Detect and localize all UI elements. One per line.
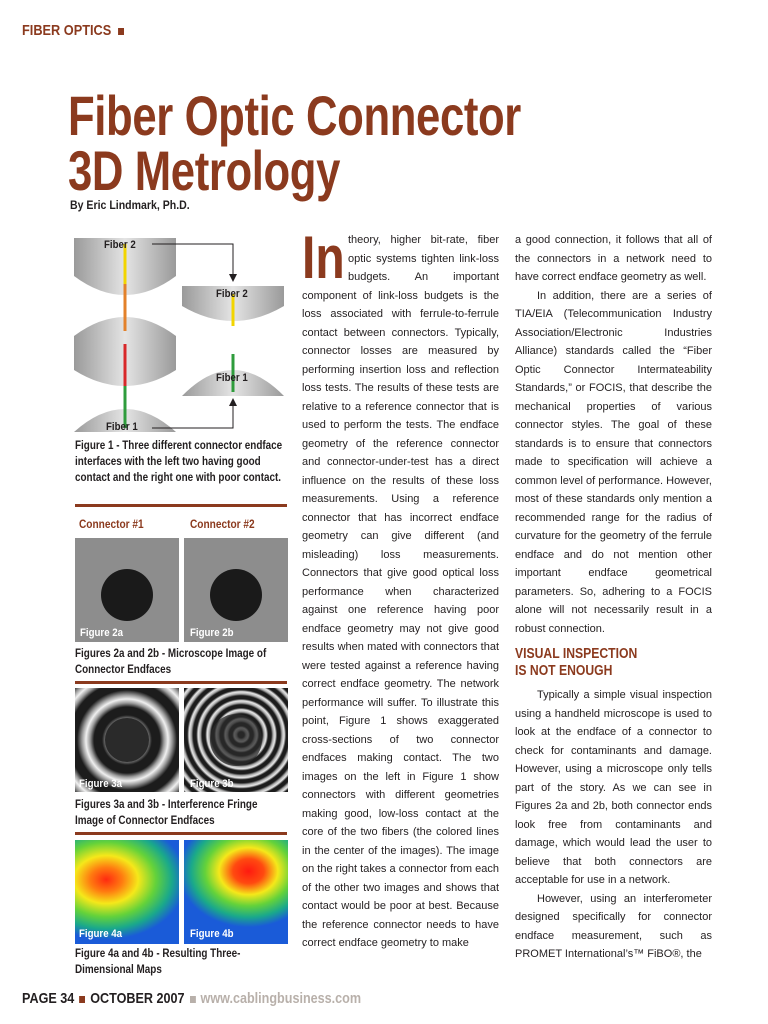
section-tag-label: FIBER OPTICS xyxy=(22,22,112,39)
figure-2b-image xyxy=(184,538,288,642)
figure-3a-image xyxy=(75,688,179,792)
fringe-center xyxy=(210,714,262,766)
body-paragraph: a good connection, it follows that all of the connectors in a network need to have correct endface geometry as well. xyxy=(515,234,712,283)
endface-core xyxy=(210,569,262,621)
footer-square-icon xyxy=(190,996,196,1003)
drop-cap: In xyxy=(302,224,345,291)
footer-url-link[interactable]: www.cablingbusiness.com xyxy=(200,990,362,1007)
figure-2-caption: Figures 2a and 2b - Microscope Image of Connector Endfaces xyxy=(75,648,267,676)
figure-2a-label: Figure 2a xyxy=(80,627,124,639)
subhead-line-1: VISUAL INSPECTION xyxy=(515,646,638,662)
body-column-2 xyxy=(515,231,712,964)
footer-square-icon xyxy=(79,996,85,1003)
section-subhead xyxy=(515,646,680,680)
divider-rule xyxy=(75,681,287,684)
body-paragraph: In addition, there are a series of TIA/EIA (Telecommunication Industry Association/Electronic Industries Alliance) standards called the “Fiber Optic Connector Intermateability Standards,” or FOCIS, that describe the mechanical properties of various connector styles. The goal of these standards is to ensure that connectors made to specification will achieve a common level of performance. However, most of these standards only mention a recommended range for the radius of curvature for the geometry of the ferrule endface and do not mention other important endface geometrical parameters. So, adhering to a FOCIS alone will not necessarily result in a robust connection. xyxy=(515,289,712,635)
figure-4b-image xyxy=(184,840,288,944)
article-title-line-2: 3D Metrology xyxy=(68,139,340,202)
article-title-line-1: Fiber Optic Connector xyxy=(68,84,521,147)
fiber-2-label-left: Fiber 2 xyxy=(104,239,136,251)
figure-4a-image xyxy=(75,840,179,944)
figure-3b-image xyxy=(184,688,288,792)
page-footer xyxy=(22,990,361,1007)
fringe-center xyxy=(105,718,149,762)
connector-1-label: Connector #1 xyxy=(79,519,144,531)
divider-rule xyxy=(75,504,287,507)
figure-1-caption: Figure 1 - Three different connector endface interfaces with the left two having good contact and the right one with poor contact. xyxy=(75,440,283,484)
figure-2b-label: Figure 2b xyxy=(190,627,234,639)
body-column-1 xyxy=(302,224,499,953)
body-paragraph: theory, higher bit-rate, fiber optic systems tighten link-loss budgets. An important component of link-loss budgets is the loss associated with ferrule-to-ferrule contact between connectors. Typically, connector losses are measured by performing insertion loss and reflection loss tests. The results of these tests are relative to a reference connector that is used to perform the tests. The endface geometry of the reference connector and connector-under-test has a direct influence on the results of these loss measurements. Using a reference connector that has incorrect endface geometry can give different (and misleading) loss measurements. Connectors that give good optical loss performance when characterized against one reference having poor endface geometry may not give good results when mated with connectors that were tested against a reference having correct endface geometry. The network performance will suffer. To illustrate this point, Figure 1 shows exaggerated cross-sections of two connector endfaces making contact. The two images on the left in Figure 1 show connectors with different geometries making good, low-loss contact at the core of the two fibers (the colored lines in the center of the images). The image on the right takes a connector from each of the other two images and shows that contact would be poor at best. Because the reference connector needs to have correct endface geometry to make xyxy=(302,234,499,949)
subhead-line-2: IS NOT ENOUGH xyxy=(515,663,613,679)
figure-1-diagram xyxy=(72,236,287,434)
footer-page: PAGE 34 xyxy=(22,990,75,1007)
figure-2a-image xyxy=(75,538,179,642)
figure-3b-label: Figure 3b xyxy=(190,778,234,790)
figure-4a-label: Figure 4a xyxy=(79,928,123,940)
figure-3-caption: Figures 3a and 3b - Interference Fringe Image of Connector Endfaces xyxy=(75,799,258,827)
byline: By Eric Lindmark, Ph.D. xyxy=(70,198,190,212)
fiber-1-label-left: Fiber 1 xyxy=(106,421,138,433)
fiber-1-label-right: Fiber 1 xyxy=(216,372,248,384)
footer-date: OCTOBER 2007 xyxy=(90,990,185,1007)
figure-3a-label: Figure 3a xyxy=(79,778,123,790)
figure-1 xyxy=(72,236,287,434)
section-tag xyxy=(22,22,124,39)
body-paragraph: However, using an interferometer designed specifically for connector endface measurement, such as PROMET International’s™ FiBO®, the xyxy=(515,892,712,960)
section-square-icon xyxy=(118,28,124,35)
figure-4-caption: Figure 4a and 4b - Resulting Three-Dimensional Maps xyxy=(75,948,241,976)
body-paragraph: Typically a simple visual inspection using a handheld microscope is used to look at the endface of a connector to check for contaminants and damage. However, using a microscope only tells part of the story. As we can see in Figures 2a and 2b, both connector ends look free from contaminants and damage, which would lead the user to believe that both connectors are acceptable for use in a network. xyxy=(515,689,712,886)
divider-rule xyxy=(75,832,287,835)
endface-core xyxy=(101,569,153,621)
connector-2-label: Connector #2 xyxy=(190,519,255,531)
fiber-2-label-right: Fiber 2 xyxy=(216,288,248,300)
figure-4b-label: Figure 4b xyxy=(190,928,234,940)
